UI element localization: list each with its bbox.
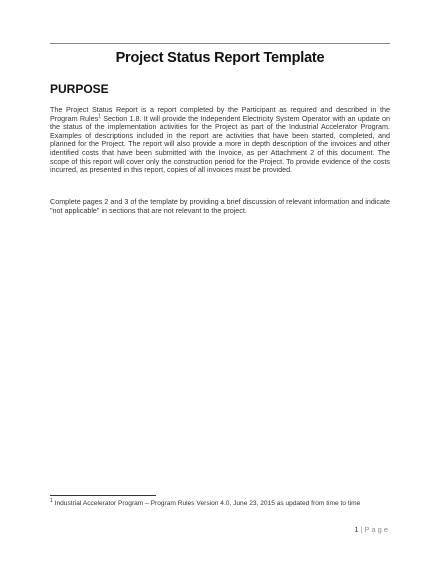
paragraph-1-text-end: Section 1.8. It will provide the Independent Electricity System Operator with an update on the status of the implementation activities for the Project as part of the Industrial Accelerator Program. Examples of descriptions included in the report are activities that have been started, completed, and planned for the Project. The report will also provide a more in depth description of the invoices and other identified costs that have been submitted with the Invoice, as per Attachment 2 of this document. The scope of this report will cover only the construction period for the Project. To provide evidence of the costs incurred, as presented in this report, copies of all invoices must be provided. [50, 113, 390, 175]
footnote [50, 497, 390, 508]
purpose-paragraph-2: Complete pages 2 and 3 of the template by providing a brief discussion of relevant information and indicate "not applicable" in sections that are not relevant to the project. [50, 197, 391, 215]
footnote-separator [50, 495, 156, 496]
section-heading-purpose: PURPOSE [50, 82, 109, 96]
footnote-marker: 1 [50, 497, 53, 504]
document-title: Project Status Report Template [115, 50, 325, 66]
page-number [354, 525, 390, 534]
page-number-label: Page [364, 525, 390, 534]
paragraph-1-text-start: The Project Status Report is a report completed by the Participant as required and described in the Program Rules [50, 105, 390, 123]
footnote-reference[interactable]: 1 [98, 113, 101, 120]
page-number-value: 1 [354, 525, 359, 534]
footnote-text: Industrial Accelerator Program – Program Rules Version 4.0, June 23, 2015 as updated from time to time [52, 500, 361, 507]
header-rule [50, 43, 390, 44]
purpose-paragraph-1 [50, 106, 390, 175]
page-number-separator: | [360, 525, 363, 534]
